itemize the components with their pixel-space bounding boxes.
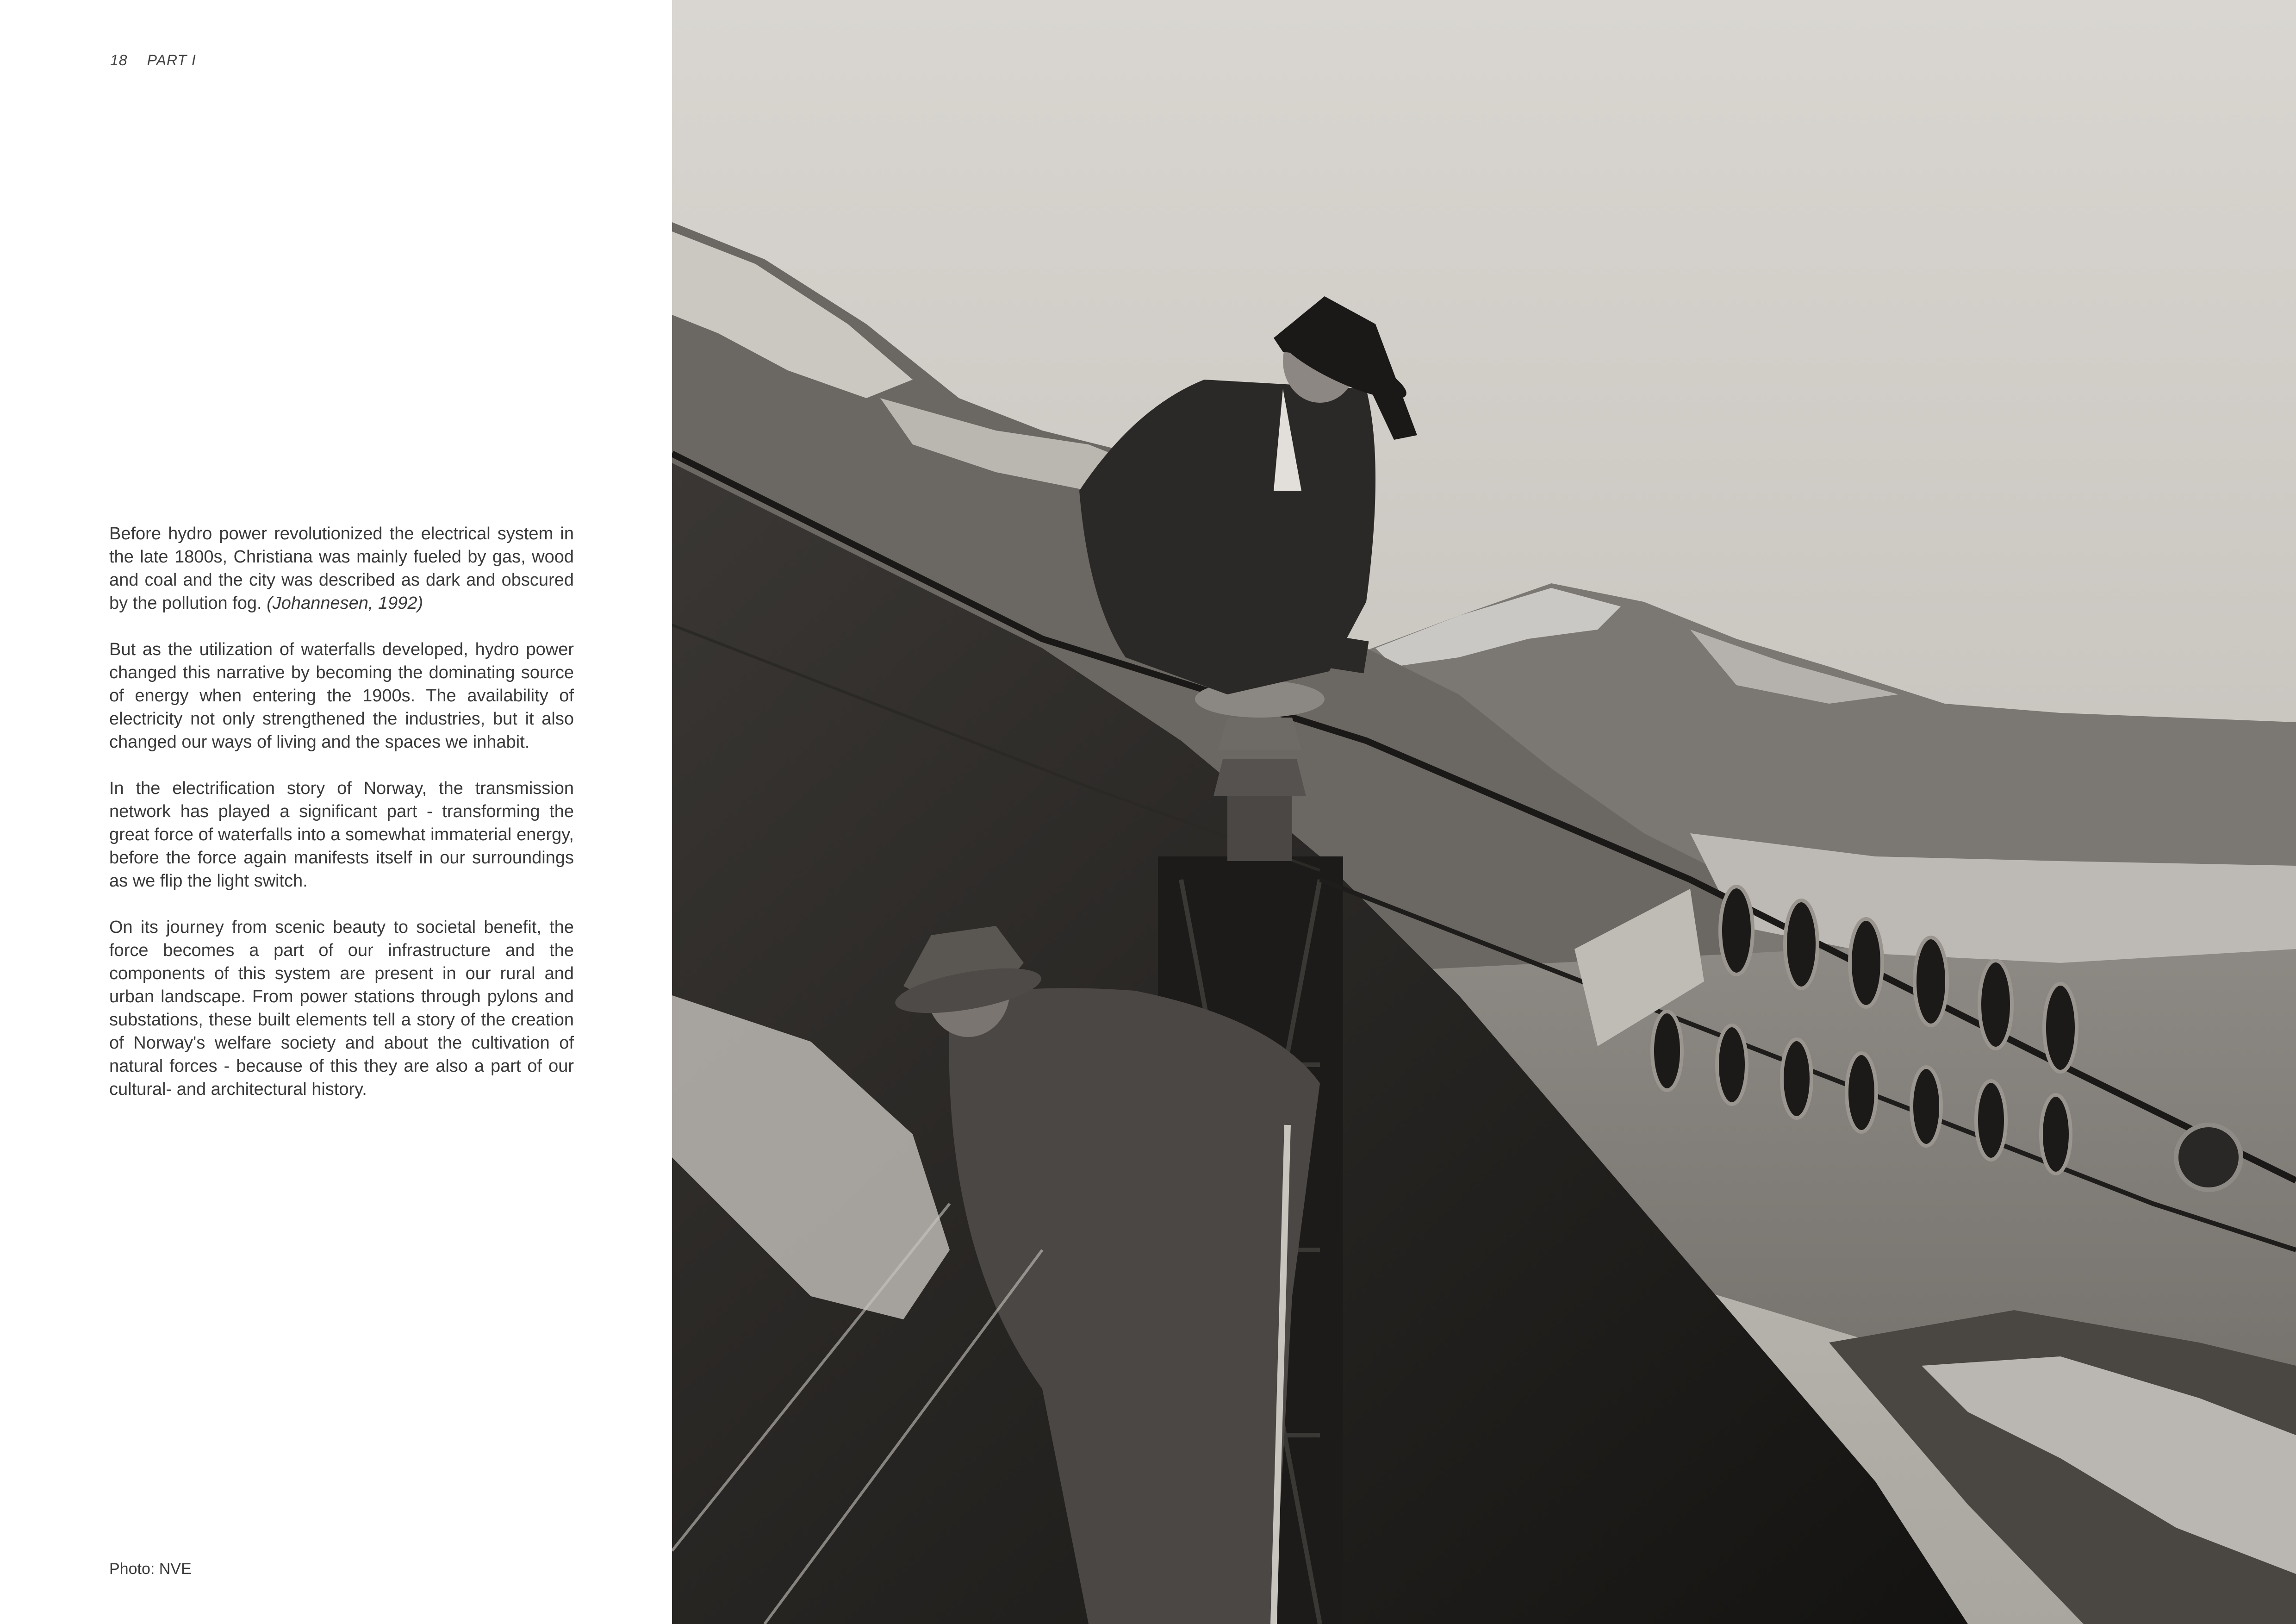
archival-photo (672, 0, 2296, 1624)
page-number: 18 (110, 52, 128, 69)
paragraph-2: But as the utilization of waterfalls developed, hydro power changed this narrative by becoming the dominating source of energy when entering the 1900s. The availability of electricity not only strengthened the industries, but it also changed our ways of living and the spaces we inhabit. (109, 640, 574, 752)
paragraph-1-text: Before hydro power revolutionized the electrical system in the late 1800s, Christiana was mainly fueled by gas, wood and coal and the city was described as dark and obscured by the pollution fog. (109, 524, 574, 613)
running-header (110, 52, 196, 69)
citation: (Johannesen, 1992) (267, 593, 423, 613)
section-label: PART I (147, 52, 196, 69)
photo-credit: Photo: NVE (109, 1560, 192, 1578)
body-text (109, 522, 574, 1124)
paragraph-1 (109, 522, 574, 615)
photo-illustration (672, 0, 2296, 1624)
text-page (0, 0, 672, 1624)
pulley (2176, 1125, 2241, 1190)
paragraph-3: In the electrification story of Norway, the transmission network has played a significant part - transforming the great force of waterfalls into a somewhat immaterial energy, before the force again manifests itself in our surroundings as we flip the light switch. (109, 779, 574, 891)
paragraph-4: On its journey from scenic beauty to societal benefit, the force becomes a part of our infrastructure and the components of this system are present in our rural and urban landscape. From power stations through pylons and substations, these built elements tell a story of the creation of Norway's welfare society and about the cultivation of natural forces - because of this they are also a part of our cultural- and architectural history. (109, 918, 574, 1099)
